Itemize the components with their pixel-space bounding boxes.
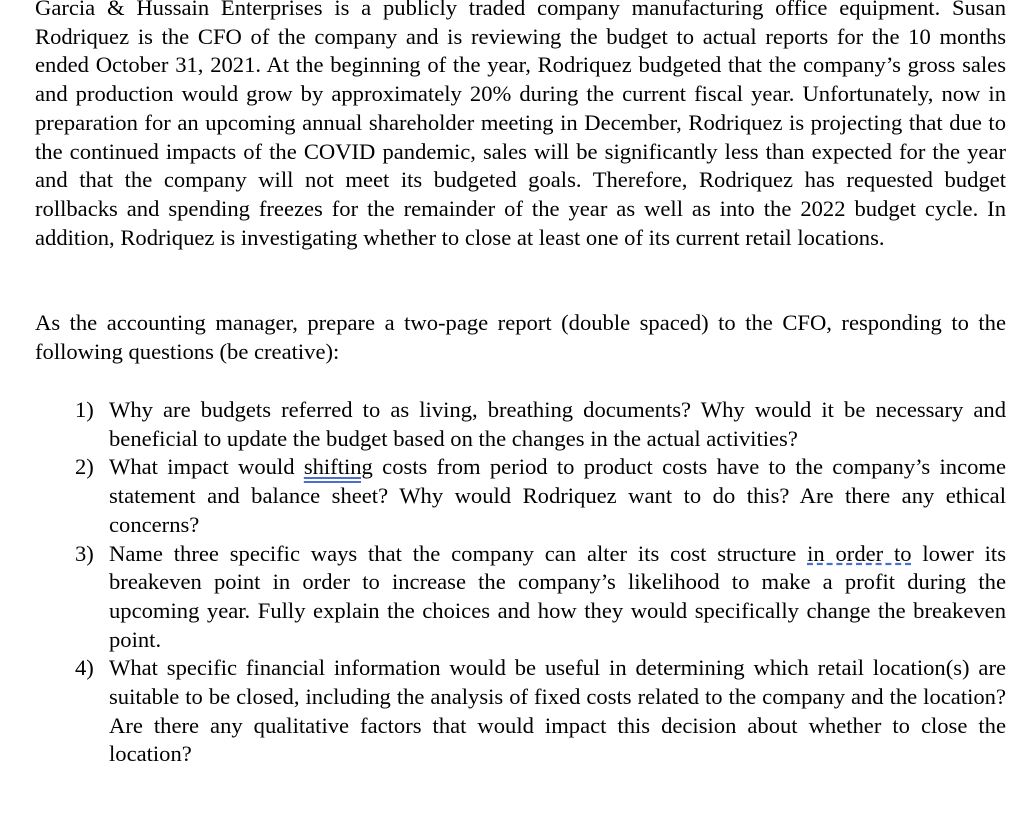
prompt-paragraph: As the accounting manager, prepare a two-page report (double spaced) to the CFO, responding to the following questions (be creative): — [35, 310, 1006, 364]
question-number: 1) — [75, 397, 94, 422]
question-item — [35, 654, 1006, 769]
question-number: 2) — [75, 454, 94, 480]
question-text-start: Name three specific ways that the company can alter its cost structure — [109, 540, 808, 566]
question-number: 4) — [75, 655, 94, 681]
question-item — [35, 540, 1006, 655]
question-text: What specific financial information would be useful in determining which retail location(s) are suitable to be closed, including the analysis of fixed costs related to the company and the location? Are there any qualitative factors that would impact this decision about whether to close the location? — [109, 655, 1006, 767]
style-flag: in order to — [807, 540, 912, 566]
question-text-end: lower its breakeven point in order to increase the company’s likelihood to make a profit during the upcoming year. Fully explain the choices and how they would specifically change the breakeven point. — [109, 540, 1006, 652]
question-text-end: costs from period to product costs have to the company’s income statement and balance sheet? Why would Rodriquez want to do this? Are there any ethical concerns? — [109, 454, 1006, 537]
question-item — [35, 453, 1006, 539]
question-number: 3) — [75, 540, 94, 566]
question-item — [35, 396, 1006, 453]
question-text-start: What impact would — [109, 454, 304, 480]
intro-paragraph: Garcia & Hussain Enterprises is a publicly traded company manufacturing office equipment. Susan Rodriquez is the CFO of the company and is reviewing the budget to actual reports for the 10 months ended October 31, 2021. At the beginning of the year, Rodriquez budgeted that the company’s gross sales and production would grow by approximately 20% during the current fiscal year. Unfortunately, now in preparation for an upcoming annual shareholder meeting in December, Rodriquez is projecting that due to the continued impacts of the COVID pandemic, sales will be significantly less than expected for the year and that the company will not meet its budgeted goals. Therefore, Rodriquez has requested budget rollbacks and spending freezes for the remainder of the year as well as into the 2022 budget cycle. In addition, Rodriquez is investigating whether to close at least one of its current retail locations. — [35, 0, 1006, 250]
question-list — [35, 396, 1006, 769]
grammar-flag: shifting — [303, 454, 373, 480]
question-text: Why are budgets referred to as living, breathing documents? Why would it be necessary and beneficial to update the budget based on the changes in the actual activities? — [109, 397, 1006, 451]
